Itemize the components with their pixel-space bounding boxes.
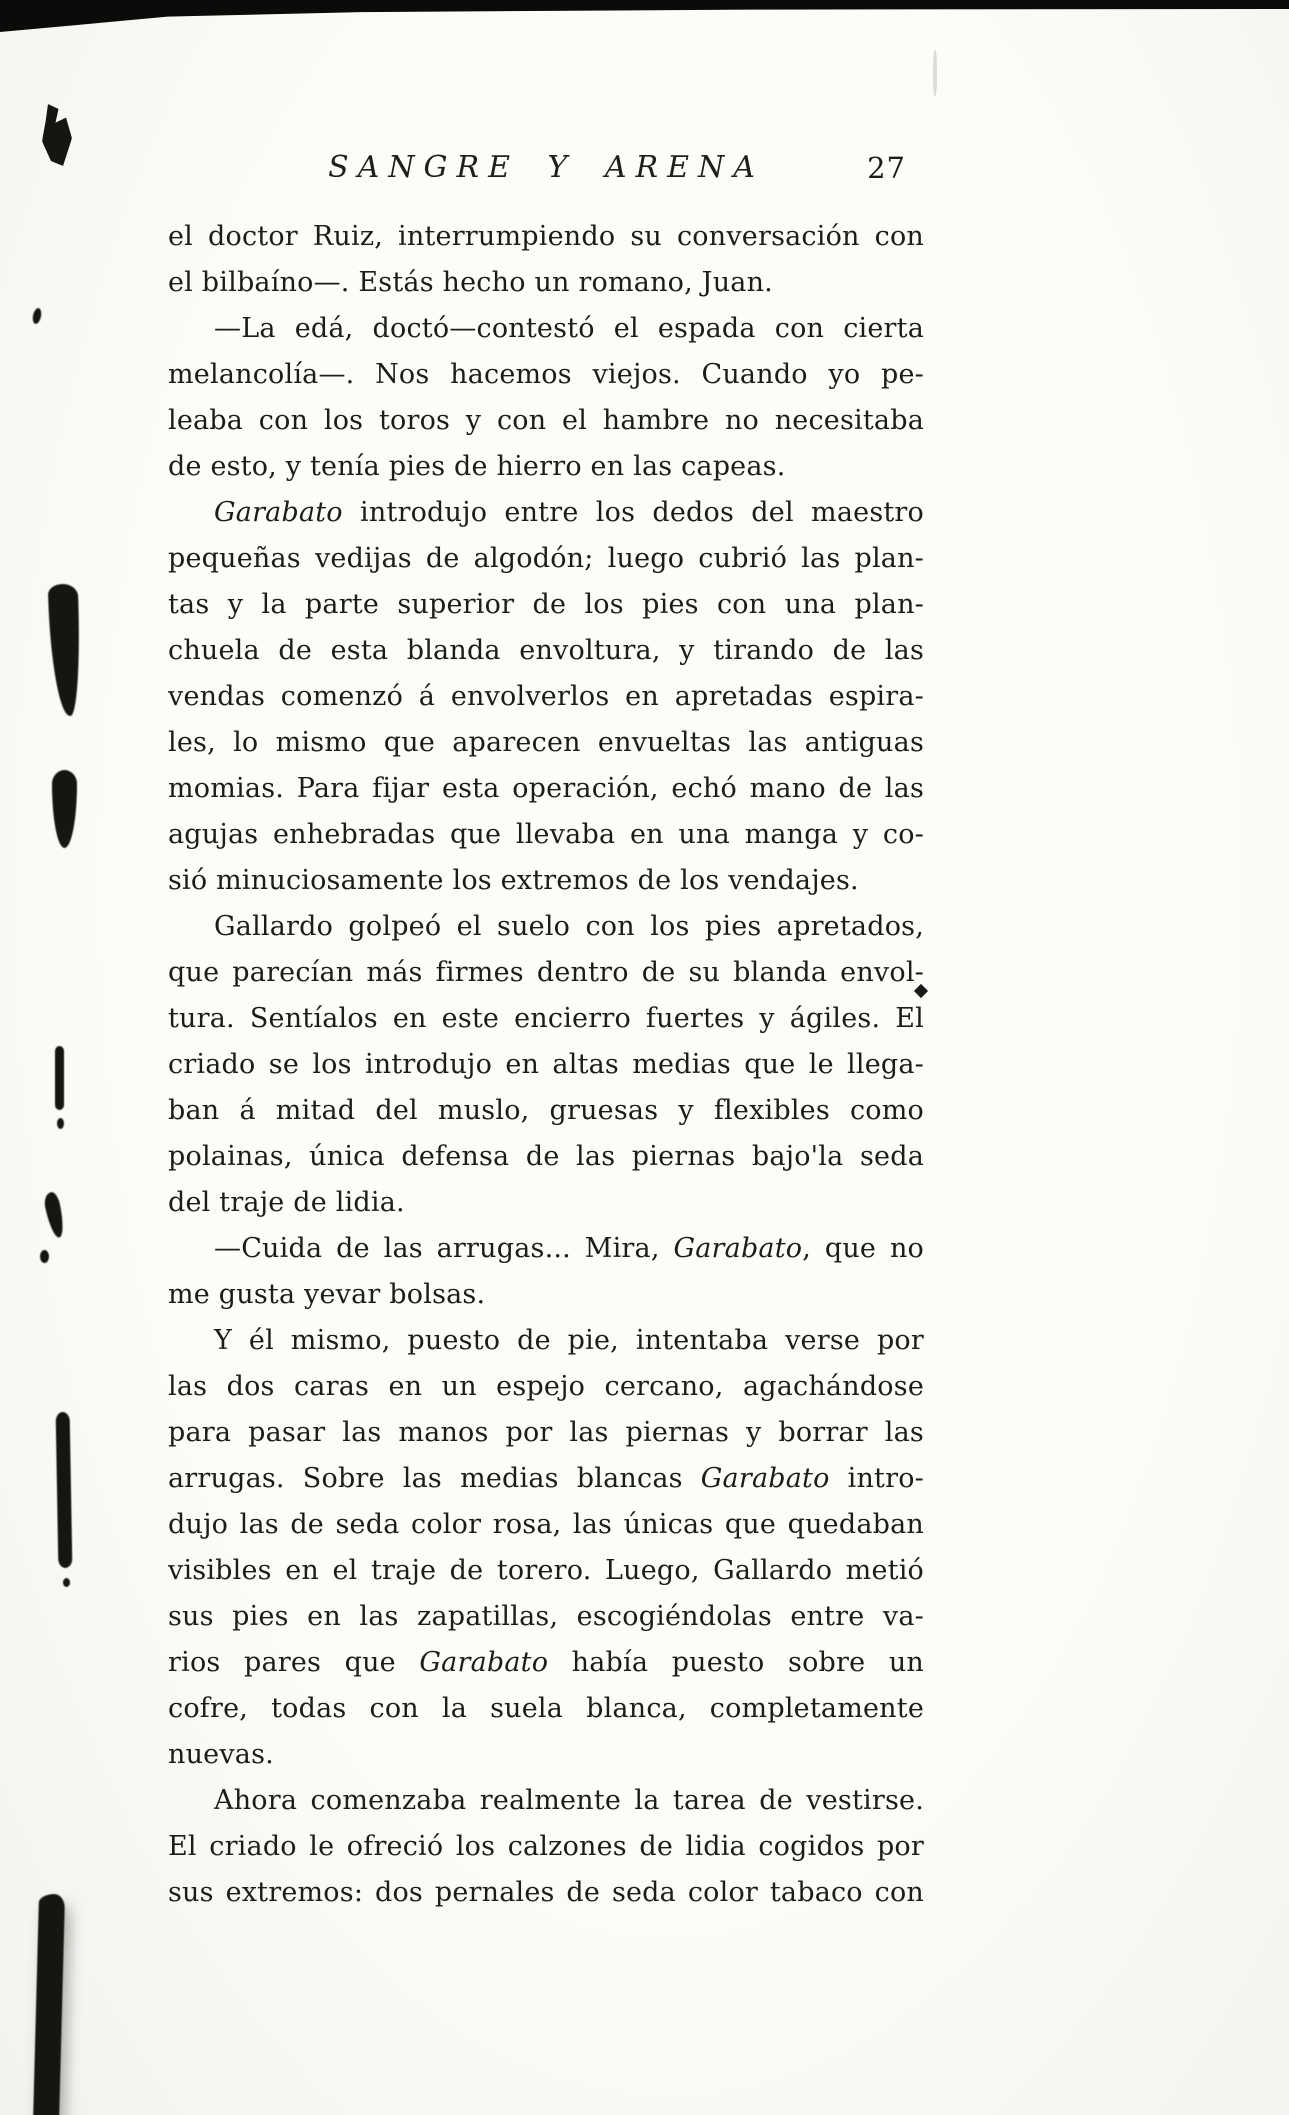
italic-text-segment: Garabato [673, 1233, 803, 1264]
ink-smudge [55, 1046, 64, 1110]
text-segment: sus pies en las zapatillas, escogiéndolas entre va- [168, 1601, 924, 1632]
ink-smudge [42, 1191, 66, 1239]
text-line [168, 720, 924, 766]
text-segment: melancolía—. Nos hacemos viejos. Cuando yo pe- [168, 359, 924, 390]
text-segment: —La edá, doctó—contestó el espada con cierta [214, 313, 924, 344]
ink-smudge [40, 1250, 49, 1263]
text-line [168, 490, 924, 536]
text-line [168, 1410, 924, 1456]
text-segment: criado se los introdujo en altas medias que le llega- [168, 1049, 924, 1080]
text-line [168, 1180, 924, 1226]
ink-smudge [48, 584, 83, 717]
text-line [168, 398, 924, 444]
page-number: 27 [867, 151, 906, 185]
text-line [168, 1686, 924, 1732]
text-line [168, 950, 924, 996]
text-segment: tas y la parte superior de los pies con una plan- [168, 589, 924, 620]
text-block [168, 214, 924, 1916]
text-segment: del traje de lidia. [168, 1187, 405, 1218]
text-segment: , que no [802, 1233, 924, 1264]
text-line [168, 1594, 924, 1640]
text-segment: ban á mitad del muslo, gruesas y flexibles como [168, 1095, 924, 1126]
text-segment: Y él mismo, puesto de pie, intentaba verse por [214, 1325, 924, 1356]
text-line [168, 1318, 924, 1364]
italic-text-segment: Garabato [419, 1647, 549, 1678]
text-segment: vendas comenzó á envolverlos en apretadas espira- [168, 681, 924, 712]
text-segment: agujas enhebradas que llevaba en una manga y co- [168, 819, 924, 850]
text-segment: Ahora comenzaba realmente la tarea de vestirse. [214, 1785, 924, 1816]
text-line [168, 1364, 924, 1410]
text-segment: visibles en el traje de torero. Luego, Gallardo metió [168, 1555, 924, 1586]
text-segment: sus extremos: dos pernales de seda color tabaco con [168, 1877, 924, 1908]
ink-smudge [31, 307, 42, 324]
text-segment: nuevas. [168, 1739, 274, 1770]
text-segment: El criado le ofreció los calzones de lidia cogidos por [168, 1831, 924, 1862]
text-segment: rios pares que [168, 1647, 420, 1678]
text-segment: para pasar las manos por las piernas y borrar las [168, 1417, 924, 1448]
text-line [168, 444, 924, 490]
italic-text-segment: Garabato [700, 1463, 830, 1494]
text-segment: cofre, todas con la suela blanca, completamente [168, 1693, 924, 1724]
text-segment: las dos caras en un espejo cercano, agachándose [168, 1371, 924, 1402]
text-line [168, 812, 924, 858]
text-segment: arrugas. Sobre las medias blancas [168, 1463, 701, 1494]
text-segment: polainas, única defensa de las piernas bajo'la seda [168, 1141, 924, 1172]
ink-smudge [57, 1118, 64, 1129]
text-line [168, 352, 924, 398]
ink-smudge [33, 1894, 65, 2115]
text-line [168, 1226, 924, 1272]
text-line [168, 1134, 924, 1180]
text-line [168, 858, 924, 904]
text-segment: intro- [829, 1463, 924, 1494]
text-segment: introdujo entre los dedos del maestro [342, 497, 924, 528]
page-column [168, 150, 924, 1916]
text-line [168, 1732, 924, 1778]
text-segment: Gallardo golpeó el suelo con los pies apretados, [214, 911, 924, 942]
text-segment: el doctor Ruiz, interrumpiendo su conversación con [168, 221, 924, 252]
text-segment: chuela de esta blanda envoltura, y tirando de las [168, 635, 924, 666]
text-line [168, 1548, 924, 1594]
text-segment: de esto, y tenía pies de hierro en las capeas. [168, 451, 786, 482]
text-line [168, 1778, 924, 1824]
scan-edge-artifact [0, 0, 1289, 32]
text-line [168, 996, 924, 1042]
text-segment: tura. Sentíalos en este encierro fuertes y ágiles. El [168, 1003, 924, 1034]
ink-smudge [63, 1578, 70, 1587]
text-line [168, 1456, 924, 1502]
text-line [168, 1042, 924, 1088]
text-segment: el bilbaíno—. Estás hecho un romano, Juan. [168, 267, 773, 298]
text-line [168, 1088, 924, 1134]
text-line [168, 1824, 924, 1870]
text-line [168, 536, 924, 582]
italic-text-segment: Garabato [214, 497, 343, 528]
text-line [168, 306, 924, 352]
ink-smudge [56, 1412, 73, 1568]
text-segment: leaba con los toros y con el hambre no necesitaba [168, 405, 924, 436]
page-header [168, 150, 924, 194]
text-segment: —Cuida de las arrugas... Mira, [214, 1233, 674, 1264]
text-segment: sió minuciosamente los extremos de los vendajes. [168, 865, 859, 896]
scan-scratch-mark [933, 50, 937, 96]
text-line [168, 260, 924, 306]
text-line [168, 628, 924, 674]
text-line [168, 582, 924, 628]
text-segment: dujo las de seda color rosa, las únicas que quedaban [168, 1509, 924, 1540]
text-line [168, 214, 924, 260]
text-line [168, 674, 924, 720]
text-line [168, 1502, 924, 1548]
text-line [168, 1870, 924, 1916]
ink-smudge [42, 104, 72, 166]
text-segment: momias. Para fijar esta operación, echó mano de las [168, 773, 924, 804]
text-segment: les, lo mismo que aparecen envueltas las antiguas [168, 727, 924, 758]
text-segment: me gusta yevar bolsas. [168, 1279, 486, 1310]
ink-smudge [52, 770, 77, 848]
text-segment: pequeñas vedijas de algodón; luego cubrió las plan- [168, 543, 924, 574]
text-line [168, 766, 924, 812]
text-line [168, 1640, 924, 1686]
running-title: SANGRE Y ARENA [328, 150, 764, 185]
text-segment: que parecían más firmes dentro de su blanda envol- [168, 957, 924, 988]
text-line [168, 1272, 924, 1318]
text-line [168, 904, 924, 950]
text-segment: había puesto sobre un [548, 1647, 924, 1678]
